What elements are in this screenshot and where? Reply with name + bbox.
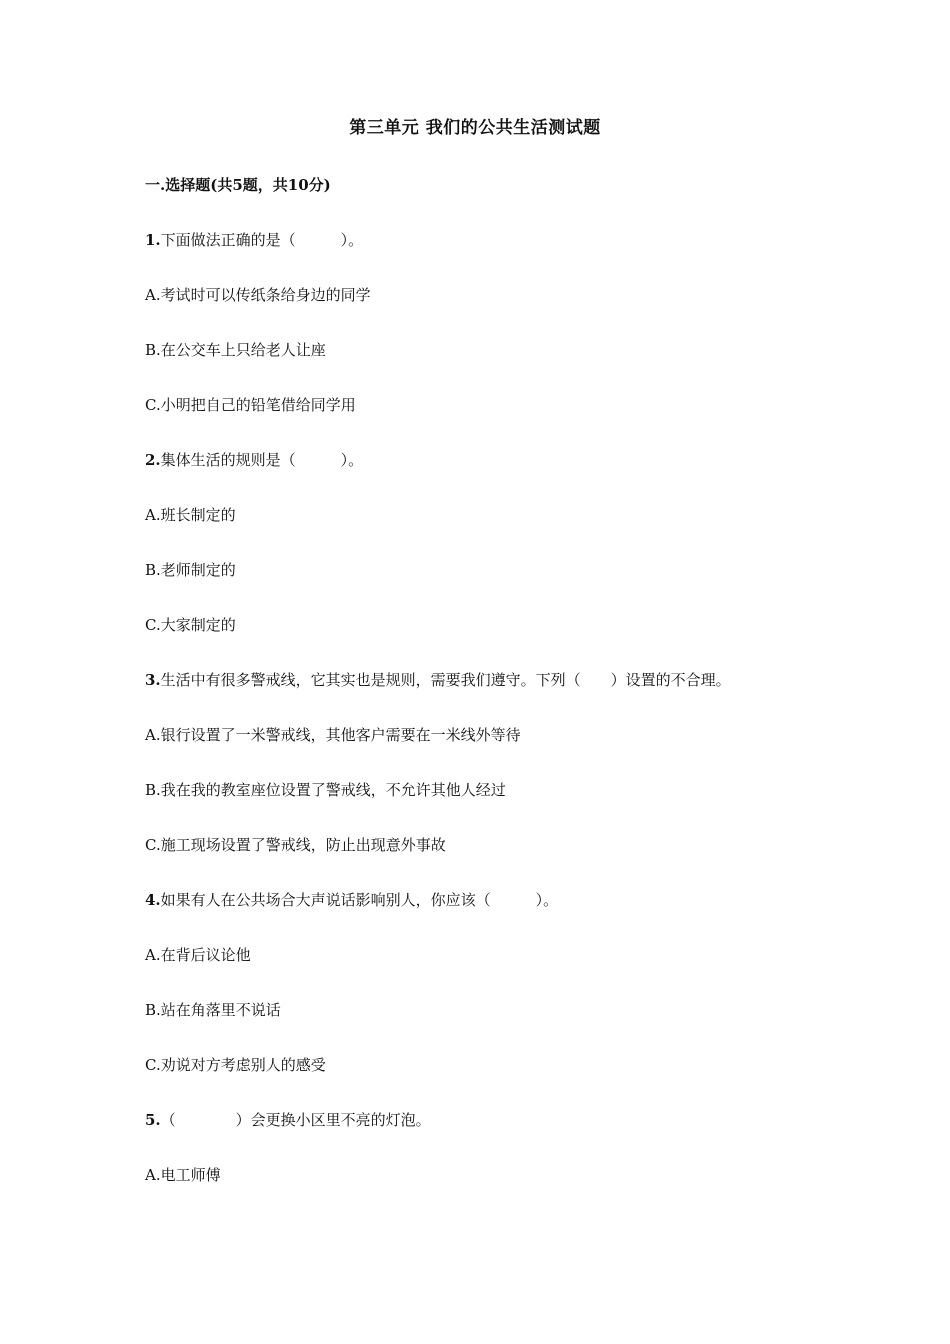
question-stem: 生活中有很多警戒线，它其实也是规则，需要我们遵守。下列（ ）设置的不合理。 bbox=[160, 671, 731, 689]
question-4 bbox=[145, 888, 558, 912]
option-3b: B.我在我的教室座位设置了警戒线，不允许其他人经过 bbox=[145, 781, 506, 799]
option-3a: A.银行设置了一米警戒线，其他客户需要在一米线外等待 bbox=[145, 726, 521, 744]
question-5 bbox=[145, 1108, 431, 1132]
option-2c: C.大家制定的 bbox=[145, 616, 236, 634]
option-2a: A.班长制定的 bbox=[145, 506, 236, 524]
page-title: 第三单元 我们的公共生活测试题 bbox=[349, 118, 601, 138]
option-1b: B.在公交车上只给老人让座 bbox=[145, 341, 326, 359]
option-2b: B.老师制定的 bbox=[145, 561, 236, 579]
question-number: 2. bbox=[145, 451, 161, 469]
question-number: 4. bbox=[145, 891, 161, 909]
question-number: 5. bbox=[145, 1111, 161, 1129]
question-2 bbox=[145, 448, 363, 472]
option-4c: C.劝说对方考虑别人的感受 bbox=[145, 1056, 326, 1074]
question-stem: 下面做法正确的是（ ）。 bbox=[160, 231, 364, 249]
option-4a: A.在背后议论他 bbox=[145, 946, 251, 964]
option-5a: A.电工师傅 bbox=[145, 1166, 221, 1184]
option-4b: B.站在角落里不说话 bbox=[145, 1001, 281, 1019]
option-1c: C.小明把自己的铅笔借给同学用 bbox=[145, 396, 356, 414]
question-1 bbox=[145, 228, 363, 252]
question-3 bbox=[145, 668, 731, 692]
question-stem: （ ）会更换小区里不亮的灯泡。 bbox=[160, 1111, 431, 1129]
option-1a: A.考试时可以传纸条给身边的同学 bbox=[145, 286, 371, 304]
question-stem: 集体生活的规则是（ ）。 bbox=[160, 451, 364, 469]
question-number: 1. bbox=[145, 231, 161, 249]
question-number: 3. bbox=[145, 671, 161, 689]
question-stem: 如果有人在公共场合大声说话影响别人，你应该（ ）。 bbox=[160, 891, 559, 909]
section-heading: 一.选择题(共5题，共10分) bbox=[145, 176, 331, 194]
option-3c: C.施工现场设置了警戒线，防止出现意外事故 bbox=[145, 836, 446, 854]
